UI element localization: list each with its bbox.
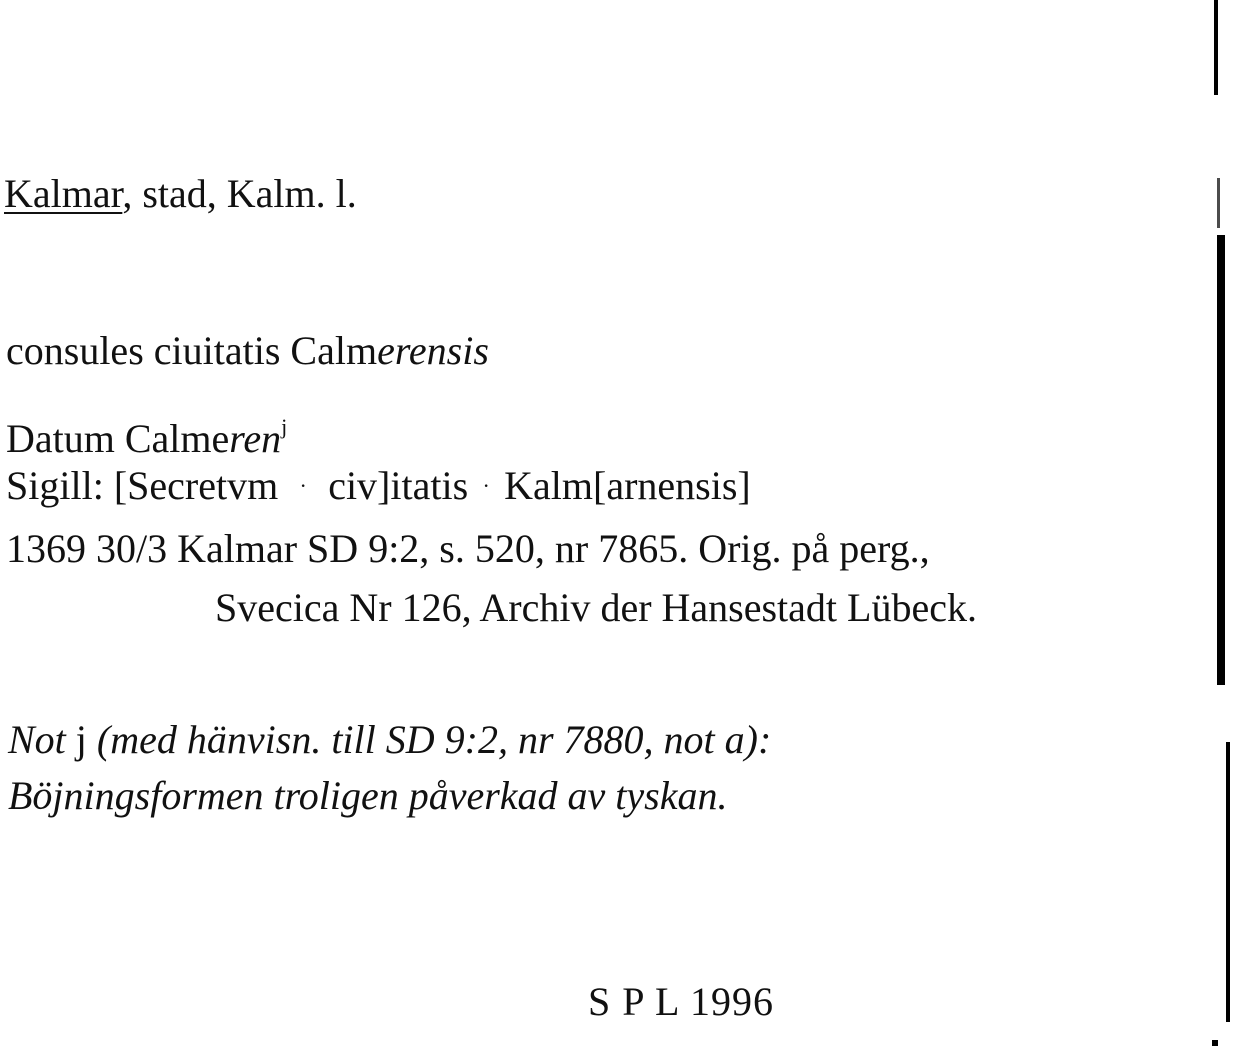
- source-reference-line-1: 1369 30/3 Kalmar SD 9:2, s. 520, nr 7865. Orig. på perg.,: [6, 526, 930, 571]
- signature-footer: S P L 1996: [588, 979, 774, 1024]
- note-line-1: [8, 716, 771, 764]
- sigill-separator-2: ·: [482, 473, 490, 498]
- scan-edge-mark: [1217, 235, 1225, 685]
- note-marker: j: [75, 717, 87, 762]
- scan-edge-mark: [1217, 178, 1220, 228]
- datum-italic: ren: [229, 416, 282, 461]
- sigill-part-3: Kalm[arnensis]: [504, 463, 751, 508]
- scan-edge-mark: [1226, 742, 1230, 1022]
- place-description: , stad, Kalm. l.: [122, 171, 357, 216]
- note-reference: (med hänvisn. till SD 9:2, nr 7880, not a):: [96, 717, 772, 762]
- sigill-separator-1: ·: [299, 473, 307, 498]
- scan-edge-mark: [1212, 1040, 1218, 1046]
- scan-edge-mark: [1214, 0, 1218, 95]
- form-consules: [6, 327, 489, 375]
- form-datum: [6, 403, 287, 463]
- note-label: Not: [8, 717, 66, 762]
- form-sigill: [6, 462, 751, 510]
- source-reference-line-2: Svecica Nr 126, Archiv der Hansestadt Lübeck.: [215, 585, 977, 630]
- sigill-part-1: Sigill: [Secretvm: [6, 463, 279, 508]
- consules-text: consules ciuitatis Calm: [6, 328, 378, 373]
- place-name: Kalmar: [4, 171, 123, 216]
- consules-italic: erensis: [377, 328, 489, 373]
- note-line-2: Böjningsformen troligen påverkad av tyskan.: [8, 773, 728, 818]
- entry-heading: [4, 170, 357, 218]
- datum-text: Datum Calme: [6, 416, 230, 461]
- sigill-part-2: civ]itatis: [328, 463, 469, 508]
- datum-note-marker: j: [281, 414, 288, 439]
